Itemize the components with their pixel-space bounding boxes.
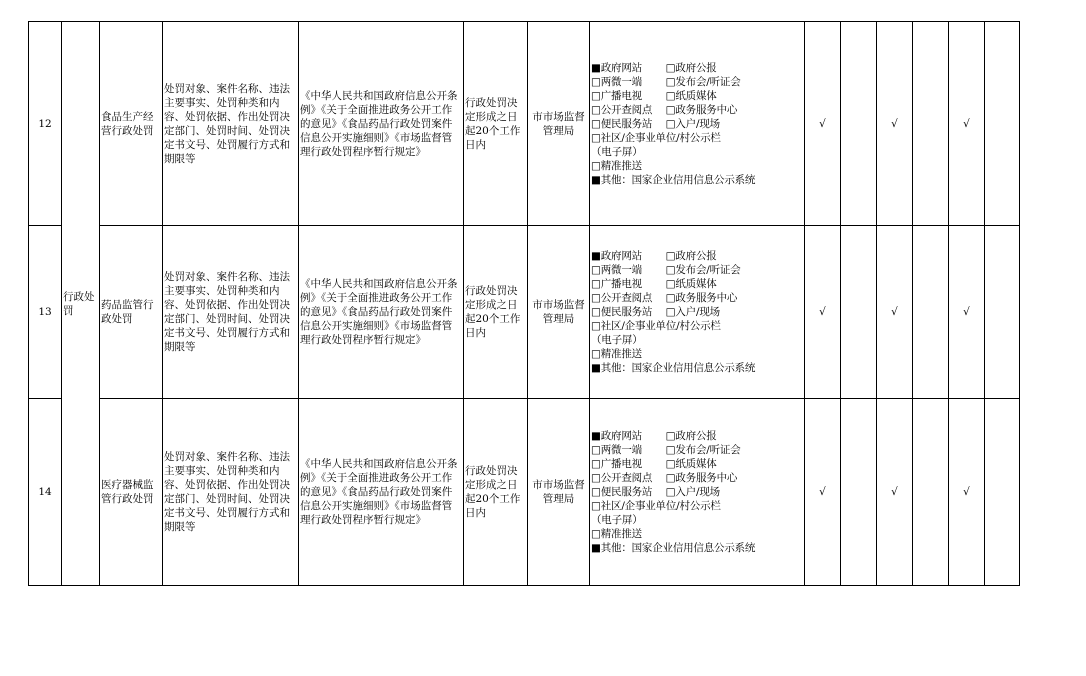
disclosure-subject: 市市场监督管理局 bbox=[528, 399, 590, 586]
table-row bbox=[29, 226, 1020, 399]
row-number: 13 bbox=[29, 226, 62, 399]
check-mark-cell: √ bbox=[949, 399, 985, 586]
check-mark-cell: √ bbox=[805, 226, 841, 399]
channel-line: □公开查阅点 □政务服务中心 bbox=[591, 103, 738, 116]
disclosure-content: 处罚对象、案件名称、违法主要事实、处罚种类和内容、处罚依据、作出处罚决定部门、处罚时间、处罚决定书文号、处罚履行方式和期限等 bbox=[163, 22, 299, 226]
check-mark-cell: √ bbox=[949, 226, 985, 399]
check-mark-cell bbox=[913, 399, 949, 586]
channel-line: □公开查阅点 □政务服务中心 bbox=[591, 472, 738, 484]
table-row bbox=[29, 22, 1020, 226]
check-mark-cell bbox=[841, 22, 877, 226]
check-mark-cell: √ bbox=[877, 22, 913, 226]
disclosure-content: 处罚对象、案件名称、违法主要事实、处罚种类和内容、处罚依据、作出处罚决定部门、处罚时间、处罚决定书文号、处罚履行方式和期限等 bbox=[163, 226, 299, 399]
disclosure-channels bbox=[590, 226, 805, 399]
item-name: 医疗器械监管行政处罚 bbox=[100, 399, 163, 586]
check-mark-cell bbox=[985, 399, 1020, 586]
time-limit: 行政处罚决定形成之日起20个工作日内 bbox=[464, 399, 528, 586]
check-mark-cell bbox=[985, 226, 1020, 399]
time-limit: 行政处罚决定形成之日起20个工作日内 bbox=[464, 22, 528, 226]
check-mark-cell bbox=[985, 22, 1020, 226]
channel-line: □广播电视 □纸质媒体 bbox=[591, 89, 717, 102]
check-mark-cell: √ bbox=[805, 399, 841, 586]
disclosure-content: 处罚对象、案件名称、违法主要事实、处罚种类和内容、处罚依据、作出处罚决定部门、处罚时间、处罚决定书文号、处罚履行方式和期限等 bbox=[163, 399, 299, 586]
channel-line: □公开查阅点 □政务服务中心 bbox=[591, 292, 738, 304]
time-limit: 行政处罚决定形成之日起20个工作日内 bbox=[464, 226, 528, 399]
channel-line: ■其他：国家企业信用信息公示系统 bbox=[591, 173, 756, 186]
channel-line: □社区/企事业单位/村公示栏 bbox=[591, 320, 721, 332]
channel-line: ■政府网站 □政府公报 bbox=[591, 430, 717, 442]
channel-line: ■其他：国家企业信用信息公示系统 bbox=[591, 362, 756, 374]
channel-line: □两微一端 □发布会/听证会 bbox=[591, 75, 741, 88]
check-mark-cell bbox=[841, 399, 877, 586]
channel-line: □社区/企事业单位/村公示栏 bbox=[591, 500, 721, 512]
check-mark-cell: √ bbox=[949, 22, 985, 226]
disclosure-subject: 市市场监督管理局 bbox=[528, 22, 590, 226]
channel-line: □便民服务站 □入户/现场 bbox=[591, 117, 720, 130]
disclosure-channels bbox=[590, 399, 805, 586]
check-mark-cell bbox=[913, 226, 949, 399]
channel-line: ■政府网站 □政府公报 bbox=[591, 61, 717, 74]
item-name: 食品生产经营行政处罚 bbox=[100, 22, 163, 226]
check-mark-cell: √ bbox=[877, 226, 913, 399]
check-mark-cell bbox=[841, 226, 877, 399]
channel-line: ■其他：国家企业信用信息公示系统 bbox=[591, 542, 756, 554]
check-mark-cell bbox=[913, 22, 949, 226]
channel-line: □精准推送 bbox=[591, 528, 642, 540]
channel-line: ■政府网站 □政府公报 bbox=[591, 250, 717, 262]
check-mark-cell: √ bbox=[877, 399, 913, 586]
disclosure-basis: 《中华人民共和国政府信息公开条例》《关于全面推进政务公开工作的意见》《食品药品行政处罚案件信息公开实施细则》《市场监督管理行政处罚程序暂行规定》 bbox=[299, 399, 464, 586]
item-name: 药品监管行政处罚 bbox=[100, 226, 163, 399]
row-number: 14 bbox=[29, 399, 62, 586]
channel-line: □便民服务站 □入户/现场 bbox=[591, 306, 720, 318]
channel-line: □两微一端 □发布会/听证会 bbox=[591, 444, 741, 456]
check-mark-cell: √ bbox=[805, 22, 841, 226]
channel-line: □两微一端 □发布会/听证会 bbox=[591, 264, 741, 276]
channel-line: （电子屏） bbox=[591, 334, 643, 346]
table-row bbox=[29, 399, 1020, 586]
disclosure-basis: 《中华人民共和国政府信息公开条例》《关于全面推进政务公开工作的意见》《食品药品行政处罚案件信息公开实施细则》《市场监督管理行政处罚程序暂行规定》 bbox=[299, 22, 464, 226]
channel-line: □广播电视 □纸质媒体 bbox=[591, 458, 717, 470]
disclosure-subject: 市市场监督管理局 bbox=[528, 226, 590, 399]
disclosure-channels bbox=[590, 22, 805, 226]
channel-line: □精准推送 bbox=[591, 159, 642, 172]
disclosure-table bbox=[28, 21, 1020, 586]
category-cell: 行政处罚 bbox=[62, 22, 100, 586]
channel-line: □便民服务站 □入户/现场 bbox=[591, 486, 720, 498]
channel-line: □社区/企事业单位/村公示栏 bbox=[591, 131, 721, 144]
channel-line: □精准推送 bbox=[591, 348, 642, 360]
channel-line: □广播电视 □纸质媒体 bbox=[591, 278, 717, 290]
channel-line: （电子屏） bbox=[591, 145, 643, 158]
channel-line: （电子屏） bbox=[591, 514, 643, 526]
disclosure-basis: 《中华人民共和国政府信息公开条例》《关于全面推进政务公开工作的意见》《食品药品行政处罚案件信息公开实施细则》《市场监督管理行政处罚程序暂行规定》 bbox=[299, 226, 464, 399]
row-number: 12 bbox=[29, 22, 62, 226]
